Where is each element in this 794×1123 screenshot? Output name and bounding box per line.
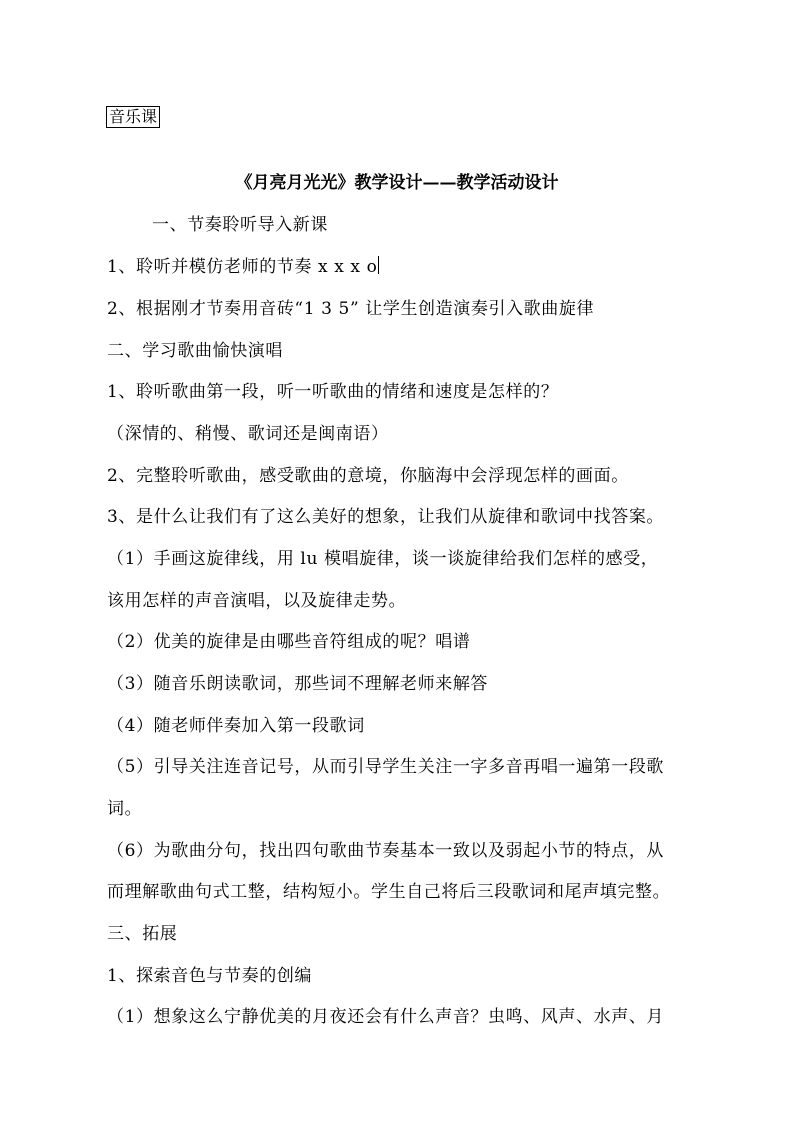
paragraph-line: 而理解歌曲句式工整，结构短小。学生自己将后三段歌词和尾声填完整。 [107,882,671,902]
section-heading-2: 二、学习歌曲愉快演唱 [107,341,283,361]
paragraph-line: （6）为歌曲分句，找出四句歌曲节奏基本一致以及弱起小节的特点，从 [107,841,665,861]
paragraph-line: 3、是什么让我们有了这么美好的想象，让我们从旋律和歌词中找答案。 [107,507,665,527]
paragraph-line: （1）手画这旋律线，用 lu 模唱旋律，谈一谈旋律给我们怎样的感受， [107,549,659,569]
document-title: 《月亮月光光》教学设计——教学活动设计 [235,173,559,193]
paragraph-line [107,256,379,278]
paragraph-line: 词。 [107,799,143,819]
section-heading-1: 一、节奏聆听导入新课 [152,215,328,235]
paragraph-line: （3）随音乐朗读歌词，那些词不理解老师来解答 [107,674,489,694]
paragraph-line: 2、完整聆听歌曲，感受歌曲的意境，你脑海中会浮现怎样的画面。 [107,466,629,486]
paragraph-line: 该用怎样的声音演唱，以及旋律走势。 [107,591,407,611]
paragraph-line: 2、根据刚才节奏用音砖“1 3 5” 让学生创造演奏引入歌曲旋律 [107,299,595,319]
text-cursor [378,256,379,274]
paragraph-line: （1）想象这么宁静优美的月夜还会有什么声音？虫鸣、风声、水声、月 [107,1007,665,1027]
paragraph-line: 1、聆听歌曲第一段，听一听歌曲的情绪和速度是怎样的？ [107,382,559,402]
paragraph-line: 1、探索音色与节奏的创编 [107,966,313,986]
paragraph-text: 1、聆听并模仿老师的节奏 x x x o [107,257,378,277]
subject-tag: 音乐课 [106,106,160,128]
section-heading-3: 三、拓展 [107,924,178,944]
paragraph-line: （深情的、稍慢、歌词还是闽南语） [107,424,389,444]
paragraph-line: （5）引导关注连音记号，从而引导学生关注一字多音再唱一遍第一段歌 [107,757,665,777]
paragraph-line: （4）随老师伴奏加入第一段歌词 [107,716,365,736]
paragraph-line: （2）优美的旋律是由哪些音符组成的呢？唱谱 [107,632,471,652]
